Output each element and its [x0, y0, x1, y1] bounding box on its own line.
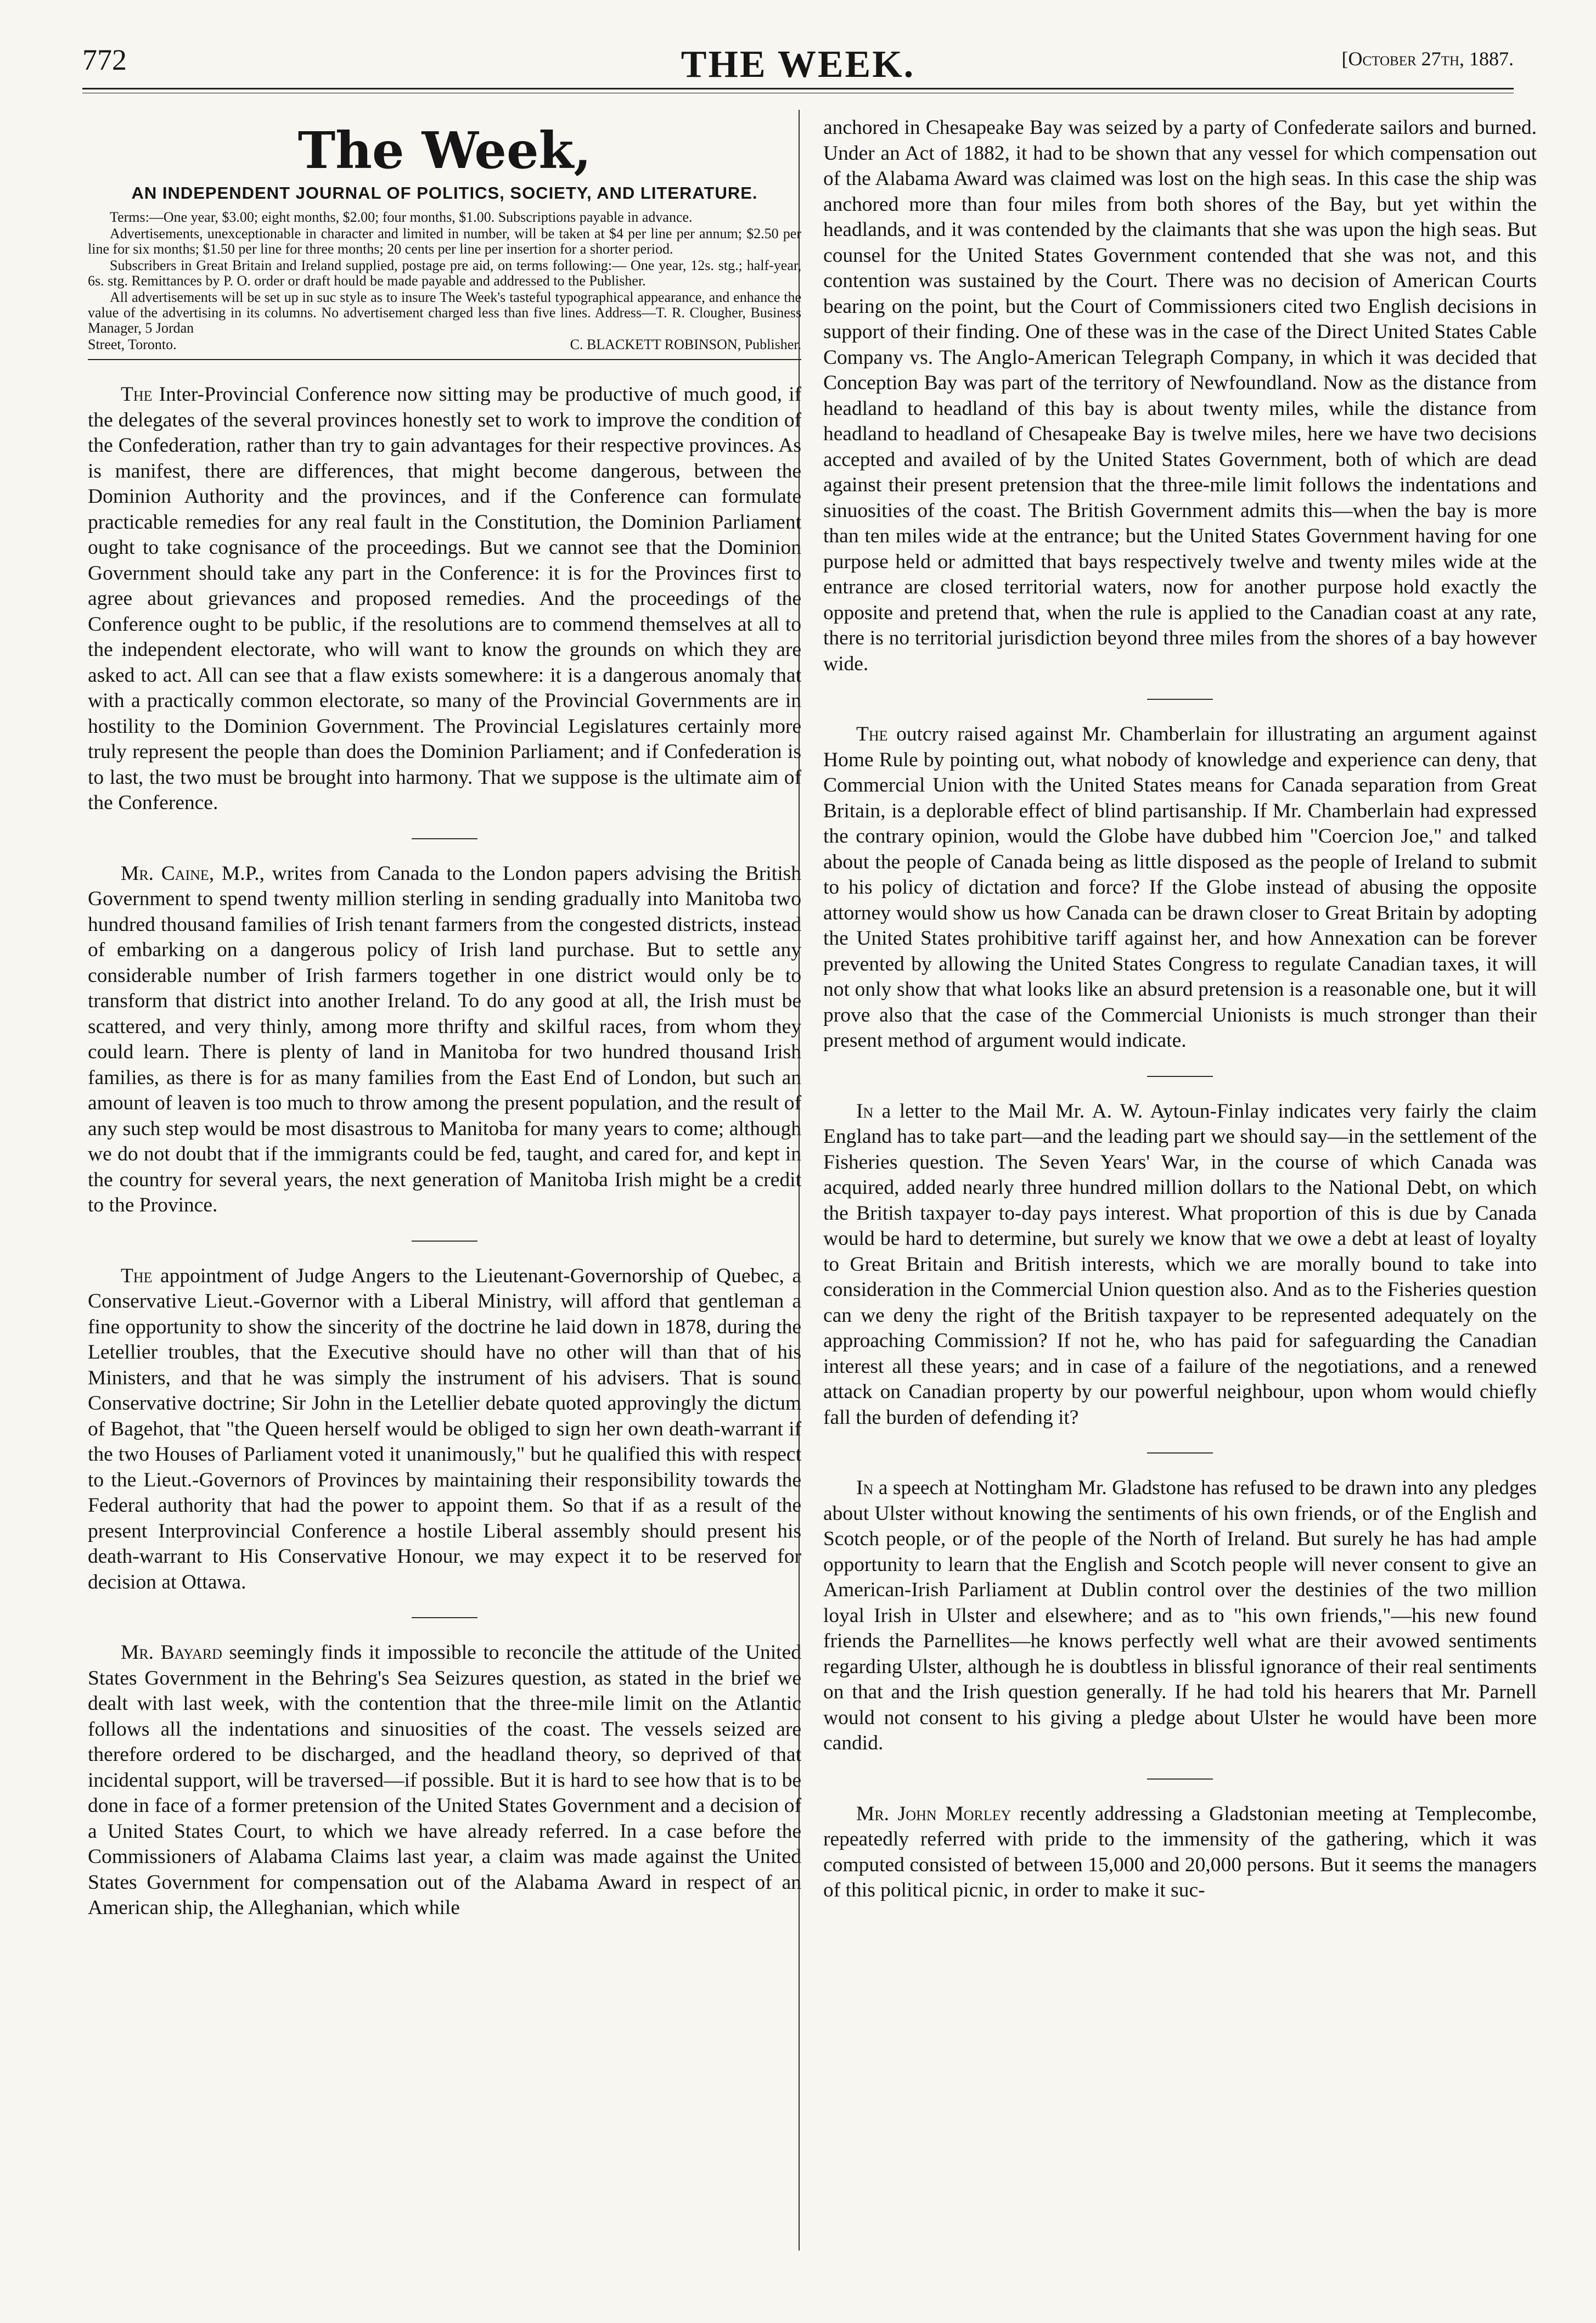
article-paragraph [88, 1640, 801, 1921]
article-text: a letter to the Mail Mr. A. W. Aytoun-Finlay indicates very fairly the claim England has to take part—and the leading part we should say—in the settlement of the Fisheries question. The Seven Years' War, in the course of which Canada was acquired, added nearly three hundred million dollars to the National Debt, on which the British taxpayer to-day pays interest. What proportion of this is due by Canada would be hard to determine, but surely we know that we owe a debt at least of loyalty to Great Britain and British interests, which we are morally bound to take into consideration in the Commercial Union question also. And as to the Fisheries question can we deny the right of the British taxpayer to be represented adequately on the approaching Commission? If not he, who has paid for safeguarding the Canadian interest all these years; and in case of a failure of the negotiations, and a renewed attack on Canadian property by our powerful neighbour, upon whom would chiefly fall the burden of defending it? [823, 1099, 1537, 1429]
address-street: Street, Toronto. [88, 336, 177, 352]
article-paragraph [88, 861, 801, 1219]
article-text: outcry raised against Mr. Chamberlain for illustrating an argument against Home Rule by pointing out, what nobody of knowledge and experience can deny, that Commercial Union with the United States means for Canada separation from Great Britain, is a deplorable effect of blind partisanship. If Mr. Chamberlain had expressed the contrary opinion, would the Globe have dubbed him "Coercion Joe," and talked about the people of Canada being as little disposed as the people of Ireland to submit to his policy of dictation and force? If the Globe instead of abusing the opposite attorney would show us how Canada can be drawn closer to Great Britain by adopting the United States prohibitive tariff against her, and how Annexation can be forever prevented by allowing the United States Congress to regulate Canadian taxes, it will not only show that what looks like an absurd pretension is a reasonable one, but it will prove also that the case of the Commercial Unionists is much stronger than their present method of argument would indicate. [823, 723, 1537, 1052]
subscription-terms [88, 210, 801, 352]
article-paragraph [823, 1099, 1537, 1431]
publisher-address [88, 337, 801, 352]
issue-date: [October 27th, 1887. [1341, 48, 1514, 70]
article-paragraph [823, 1475, 1537, 1757]
article-text: M.P., writes from Canada to the London papers advising the British Government to spend twenty million sterling in sending gradually into Manitoba two hundred thousand families of Irish tenant farmers from the congested districts, instead of embarking on a dangerous policy of Irish land purchase. But to settle any considerable number of Irish farmers together in one district would only be to transform that district into another Ireland. To do any good at all, the Irish must be scattered, and very thinly, among more thrifty and skilful races, from whom they could learn. There is plenty of land in Manitoba for two hundred thousand Irish families, as there is for as many families from the East End of London, but such an amount of leaven is too much to throw among the present population, and the result of any such step would be most disastrous to Manitoba for many years to come; although we do not doubt that if the immigrants could be fed, taught, and cared for, and kept in the country for several years, the next generation of Manitoba Irish might be a credit to the Province. [88, 862, 801, 1216]
article-lead: The [856, 723, 888, 745]
running-header [82, 43, 1514, 103]
title-rule [88, 359, 801, 360]
page-number: 772 [82, 43, 127, 76]
article-text: a speech at Nottingham Mr. Gladstone has refused to be drawn into any pledges about Ulster without knowing the sentiments of his own friends, or of the English and Scotch people, or of the people of the North of Ireland. But surely he has had ample opportunity to learn that the English and Scotch people will never consent to give an American-Irish Parliament at Dublin control over the destinies of the two million loyal Irish in Ulster and elsewhere; and as to "his own friends,"—his new found friends the Parnellites—he knows perfectly well what are their avowed sentiments regarding Ulster, although he is doubtless in blissful ignorance of their real sentiments on that and the Irish question generally. If he had told his hearers that Mr. Parnell would not consent to his giving a pledge about Ulster he would have been more candid. [823, 1477, 1537, 1754]
article-separator [412, 1241, 477, 1242]
article-lead: In [856, 1099, 874, 1123]
article-text: appointment of Judge Angers to the Lieutenant-Governorship of Quebec, a Conservative Lieut.-Governor with a Liberal Ministry, will afford that gentleman a fine opportunity to show the sincerity of the doctrine he laid down in 1878, during the Letellier troubles, that the Executive should have no other will than that of his Ministers, and that he was simply the instrument of his advisers. That is sound Conservative doctrine; Sir John in the Letellier debate quoted approvingly the dictum of Bagehot, that "the Queen herself would be obliged to sign her own death-warrant if the two Houses of Parliament voted it unanimously," but he qualified this with respect to the Lieut.-Governors of Provinces by maintaining their responsibility towards the Federal authority that had the power to appoint them. So that if as a result of the present Interprovincial Conference a hostile Liberal assembly should present his death-warrant to His Conservative Honour, we may expect it to be reserved for decision at Ottawa. [88, 1264, 801, 1593]
article-separator [1147, 1452, 1213, 1454]
article-paragraph [88, 382, 801, 816]
terms-line: Subscribers in Great Britain and Ireland supplied, postage pre aid, on terms following:— One year, 12s. stg.; half-year, 6s. stg. Remittances by P. O. order or draft hould be made payable and addressed to the Publisher. [88, 257, 801, 289]
article-separator [1147, 1076, 1213, 1077]
terms-line: Terms:—One year, $3.00; eight months, $2.00; four months, $1.00. Subscriptions payable in advance. [110, 209, 693, 225]
header-rule [82, 88, 1514, 93]
terms-line: Advertisements, unexceptionable in character and limited in number, will be taken at $4 per line per annum; $2.50 per line for six months; $1.50 per line for three months; 20 cents per line per insertion for a shorter period. [88, 226, 801, 257]
terms-line: All advertisements will be set up in suc style as to insure The Week's tasteful typographical appearance, and enhance the value of the advertising in its columns. No advertisement charged less than five lines. Address—T. R. Clougher, Business Manager, 5 Jordan [88, 289, 801, 336]
article-lead: Mr. John Morley [856, 1802, 1011, 1825]
article-lead: Mr. Bayard [121, 1641, 222, 1664]
right-column [823, 115, 1537, 1904]
article-text: recently addressing a Gladstonian meeting at Templecombe, repeatedly referred with pride to the immensity of the gathering, which it was computed consisted of between 15,000 and 20,000 persons. But it seems the managers of this political picnic, in order to make it suc- [823, 1802, 1537, 1901]
article-paragraph [823, 722, 1537, 1054]
article-paragraph-continued [823, 115, 1537, 677]
article-text: seemingly finds it impossible to reconcile the attitude of the United States Government in the Behring's Sea Seizures question, as stated in the brief we dealt with last week, with the contention that the three-mile limit on the Atlantic follows all the indentations and sinuosities of the coast. The vessels seized are therefore ordered to be discharged, and the headland theory, so deprived of that incidental support, will be traversed—if possible. But it is hard to see how that is to be done in face of a former pretension of the United States Government and a decision of a United States Court, to which we have already referred. In a case before the Commissioners of Alabama Claims last year, a claim was made against the United States Government for compensation out of the Alabama Award in respect of an American ship, the Alleghanian, which while [88, 1641, 801, 1919]
article-text: Inter-Provincial Conference now sitting may be productive of much good, if the delegates of the several provinces honestly set to work to improve the condition of the Confederation, rather than try to gain advantages for their respective provinces. As is manifest, there are differences, that might become dangerous, between the Dominion Authority and the provinces, and if the Conference can formulate practicable remedies for any real fault in the Constitution, the Dominion Parliament ought to take cognisance of the proceedings. But we cannot see that the Dominion Government should take any part in the Conference: it is for the Provinces first to agree about grievances and proposed remedies. And the proceedings of the Conference ought to be public, if the resolutions are to commend themselves at all to the independent electorate, who will want to know the grounds on which they are asked to act. All can see that a flaw exists somewhere: it is a dangerous anomaly that with a practically common electorate, so many of the Provincial Governments are in hostility to the Dominion Government. The Provincial Legislatures certainly more truly represent the people than does the Dominion Parliament; and if Confederation is to last, the two must be brought into harmony. That we suppose is the ultimate aim of the Conference. [88, 383, 801, 814]
paper-title: The Week, [297, 121, 592, 180]
article-lead: In [856, 1477, 874, 1499]
article-separator [412, 838, 477, 839]
article-paragraph [823, 1802, 1537, 1904]
article-paragraph [88, 1264, 801, 1596]
article-lead: The [121, 383, 153, 406]
article-separator [412, 1617, 477, 1618]
article-lead: Mr. Caine, [121, 862, 215, 885]
running-masthead: THE WEEK. [681, 43, 915, 86]
publisher-name: C. BLACKETT ROBINSON, Publisher. [570, 336, 801, 352]
article-separator [1147, 699, 1213, 700]
article-separator [1147, 1778, 1213, 1780]
article-lead: The [121, 1264, 153, 1287]
paper-subtitle: AN INDEPENDENT JOURNAL OF POLITICS, SOCIETY, AND LITERATURE. [131, 183, 758, 203]
left-column [88, 110, 801, 1921]
article-text: anchored in Chesapeake Bay was seized by a party of Confederate sailors and burned. Under an Act of 1882, it had to be shown that any vessel for which compensation out of the Alabama Award was claimed was lost on the high seas. In this case the ship was anchored more than four miles from both shores of the Bay, but yet within the headlands, and it was contended by the claimants that she was upon the high seas. But counsel for the United States Government contended that she was not, and this contention was sustained by the Court. There was no decision of American Courts bearing on the point, but the Court of Commissioners cited two English decisions in support of their finding. One of these was in the case of the Direct United States Cable Company vs. The Anglo-American Telegraph Company, in which it was decided that Conception Bay was part of the territory of Newfoundland. Now as the distance from headland to headland of this bay is about twenty miles, while the distance from headland to headland of Chesapeake Bay is twelve miles, here we have two decisions accepted and availed of by the United States Government, both of which are dead against their present pretension that the three-mile limit follows the indentations and sinuosities of the coast. The British Government admits this—when the bay is more than ten miles wide at the entrance; but the United States Government having for one purpose held or admitted that bays respectively twelve and twenty miles wide at the entrance are closed territorial waters, now for another purpose hold exactly the opposite and pretend that, when the rule is applied to the Canadian coast at any rate, there is no territorial jurisdiction beyond three miles from the shores of a bay however wide. [823, 116, 1537, 675]
